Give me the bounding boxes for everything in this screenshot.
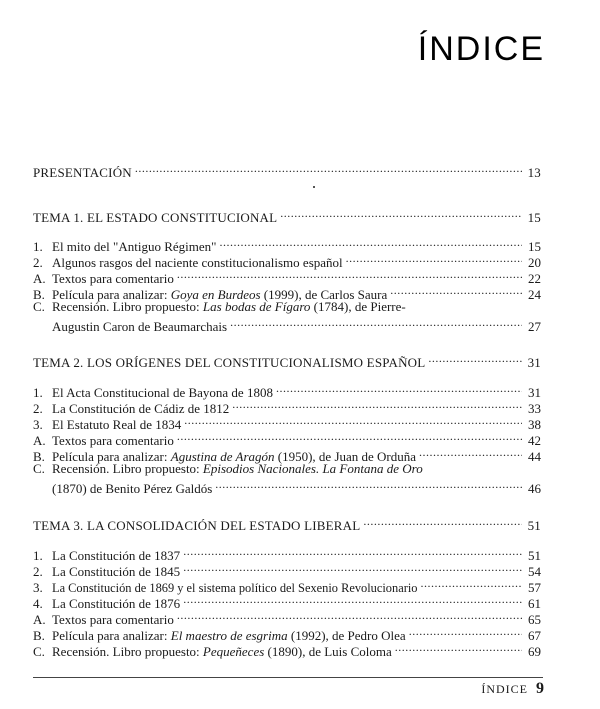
dot-leader	[230, 315, 522, 331]
entry-page: 38	[528, 417, 541, 432]
footer-label: ÍNDICE	[481, 682, 528, 696]
entry-page: 61	[528, 596, 541, 611]
toc-entry[interactable]	[33, 640, 541, 660]
dot-leader	[219, 235, 522, 251]
entry-page: 24	[528, 287, 541, 302]
toc-heading-tema2[interactable]	[33, 351, 541, 371]
entry-title-italic: Goya en Burdeos	[170, 287, 261, 302]
entry-label: TEMA 2. LOS ORÍGENES DEL CONSTITUCIONALISMO ESPAÑOL	[33, 355, 426, 370]
entry-number: 2.	[33, 401, 43, 416]
entry-page: 44	[528, 449, 541, 464]
entry-label	[52, 299, 406, 315]
entry-label: Algunos rasgos del naciente constitucionalismo español	[52, 255, 343, 270]
dot-leader	[184, 413, 522, 429]
entry-label	[52, 644, 392, 660]
dot-leader	[232, 397, 522, 413]
entry-label: El Estatuto Real de 1834	[52, 417, 182, 432]
entry-label: Textos para comentario	[52, 433, 174, 448]
dot-leader	[409, 624, 522, 640]
entry-number: 3.	[33, 580, 43, 595]
entry-page: 54	[528, 564, 541, 579]
entry-label: La Constitución de 1837	[52, 548, 181, 563]
entry-page: 31	[527, 355, 541, 370]
entry-page: 46	[528, 481, 541, 496]
entry-number: C.	[33, 461, 45, 476]
dot-leader	[183, 560, 522, 576]
entry-page: 51	[528, 548, 541, 563]
entry-number: A.	[33, 433, 46, 448]
dot-leader	[420, 576, 522, 592]
entry-page: 15	[528, 239, 541, 254]
entry-number: 4.	[33, 596, 43, 611]
entry-title-italic: Las bodas de Fígaro	[202, 299, 311, 314]
entry-page: 33	[528, 401, 541, 416]
dot-leader	[177, 429, 522, 445]
entry-label-post: (1950), de Juan de Orduña	[274, 449, 417, 464]
entry-label: La Constitución de 1845	[52, 564, 181, 579]
entry-label-pre: Película para analizar:	[52, 449, 171, 464]
toc-heading-tema3[interactable]	[33, 514, 541, 534]
entry-number: B.	[33, 287, 45, 302]
entry-page: 15	[527, 210, 541, 225]
entry-page: 65	[528, 612, 541, 627]
footer-divider	[33, 677, 543, 678]
entry-page: 27	[528, 319, 541, 334]
entry-number: 2.	[33, 564, 43, 579]
entry-label-pre: Recensión. Libro propuesto:	[52, 644, 203, 659]
entry-label-post: (1784), de Pierre-	[310, 299, 406, 314]
footer-page-number: 9	[536, 680, 545, 697]
toc-entry-presentacion[interactable]	[33, 161, 541, 181]
toc-heading-tema1[interactable]	[33, 206, 541, 226]
entry-page: 67	[528, 628, 541, 643]
dot-leader	[390, 283, 522, 299]
entry-label-post: (1992), de Pedro Olea	[287, 628, 406, 643]
entry-label: El mito del "Antiguo Régimen"	[52, 239, 217, 254]
entry-title-italic: Pequeñeces	[202, 644, 265, 659]
entry-label: TEMA 1. EL ESTADO CONSTITUCIONAL	[33, 210, 278, 225]
entry-page: 57	[528, 580, 541, 595]
entry-number: A.	[33, 271, 46, 286]
entry-label: El Acta Constitucional de Bayona de 1808	[52, 385, 273, 400]
entry-label-pre: Recensión. Libro propuesto:	[52, 461, 203, 476]
dot-leader	[395, 640, 522, 656]
dot-leader	[183, 544, 522, 560]
dot-leader	[346, 251, 522, 267]
entry-page: 69	[528, 644, 541, 659]
dot-leader	[135, 161, 522, 177]
entry-label: La Constitución de Cádiz de 1812	[52, 401, 230, 416]
dot-leader	[280, 206, 522, 222]
entry-label-pre: Película para analizar:	[52, 287, 171, 302]
entry-label: PRESENTACIÓN	[33, 165, 132, 180]
entry-label: La Constitución de 1876	[52, 596, 181, 611]
entry-number: 2.	[33, 255, 43, 270]
entry-title-italic: El maestro de esgrima	[170, 628, 288, 643]
dot-leader	[363, 514, 522, 530]
entry-title-italic: Agustina de Aragón	[170, 449, 275, 464]
entry-page: 42	[528, 433, 541, 448]
page-footer	[481, 680, 545, 698]
entry-title-italic: Episodios Nacionales. La Fontana de Oro	[202, 461, 423, 476]
entry-page: 20	[528, 255, 541, 270]
entry-label	[52, 461, 423, 477]
entry-number: 1.	[33, 548, 43, 563]
entry-number: B.	[33, 449, 45, 464]
entry-number: 3.	[33, 417, 43, 432]
entry-label: Textos para comentario	[52, 271, 174, 286]
entry-label-continued: (1870) de Benito Pérez Galdós	[52, 481, 213, 496]
entry-label-post: (1890), de Luis Coloma	[264, 644, 392, 659]
entry-label-pre: Película para analizar:	[52, 628, 171, 643]
toc-entry[interactable]	[33, 299, 541, 335]
entry-number: 1.	[33, 385, 43, 400]
dot-leader	[276, 381, 522, 397]
dot-leader	[215, 477, 522, 493]
dot-leader	[177, 608, 522, 624]
entry-number: C.	[33, 299, 45, 314]
entry-page: 22	[528, 271, 541, 286]
page-title: ÍNDICE	[417, 30, 545, 68]
entry-number: B.	[33, 628, 45, 643]
dot-leader	[177, 267, 522, 283]
entry-page: 31	[528, 385, 541, 400]
dot-leader	[419, 445, 522, 461]
entry-number: A.	[33, 612, 46, 627]
toc-entry[interactable]	[33, 461, 541, 497]
entry-label: Textos para comentario	[52, 612, 174, 627]
entry-label-pre: Recensión. Libro propuesto:	[52, 299, 203, 314]
entry-label: La Constitución de 1869 y el sistema político del Sexenio Revolucionario	[52, 581, 418, 595]
dot-leader	[428, 351, 522, 367]
entry-page: 13	[527, 165, 541, 180]
entry-label-continued: Augustin Caron de Beaumarchais	[52, 319, 228, 334]
entry-label-post: (1999), de Carlos Saura	[260, 287, 388, 302]
entry-label: TEMA 3. LA CONSOLIDACIÓN DEL ESTADO LIBERAL	[33, 518, 361, 533]
stray-mark	[313, 186, 315, 188]
dot-leader	[183, 592, 522, 608]
entry-number: 1.	[33, 239, 43, 254]
entry-page: 51	[527, 518, 541, 533]
entry-number: C.	[33, 644, 45, 659]
